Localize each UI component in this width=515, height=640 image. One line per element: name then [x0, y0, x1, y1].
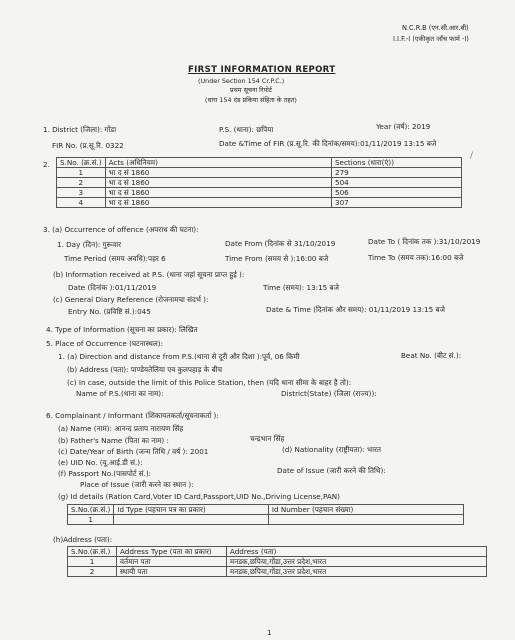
id-header-type: Id Type (पहचान पत्र का प्रकार) [114, 505, 269, 515]
address-sno: 1 [68, 557, 117, 567]
table-row [68, 567, 487, 577]
table-row [68, 557, 487, 567]
information-type: 4. Type of Information (सूचना का प्रकार): लिखित [46, 325, 198, 334]
occurrence-day: 1. Day (दिन): गुरूवार [57, 240, 122, 249]
occurrence-date-to: Date To ( दिनांक तक ):31/10/2019 [368, 237, 481, 246]
id-table [67, 504, 464, 525]
table-row [57, 178, 462, 188]
occurrence-time-period: Time Period (समय अवधि):पहर 6 [64, 254, 166, 263]
passport-number: (f) Passport No.(पासपोर्ट सं.): [58, 469, 152, 478]
year: Year (वर्ष): 2019 [376, 122, 431, 131]
uid-number: (e) UID No. (यू.आई.डी सं.): [58, 458, 143, 467]
acts-act: भा द सं 1860 [105, 188, 331, 198]
occurrence-time-to: Time To (समय तक):16:00 बजे [368, 253, 464, 262]
section-2-number: 2. [43, 160, 50, 169]
acts-act: भा द सं 1860 [105, 198, 331, 208]
address-heading: (h)Address (पता): [53, 535, 113, 544]
page-number: 1 [267, 628, 272, 637]
outside-limit: (c) In case, outside the limit of this Police Station, then (यदि थाना सीमा के बाहर है तो): [67, 378, 352, 387]
pen-mark: / [470, 151, 474, 161]
page-title: FIRST INFORMATION REPORT [188, 65, 336, 75]
complainant-name: (a) Name (नाम): आनन्द प्रताप नारायण सिंह [58, 424, 184, 433]
father-name-value: चन्द्रभान सिंह [250, 434, 285, 443]
address-header-row [68, 547, 487, 557]
date-of-issue: Date of Issue (जारी करने की तिथि): [277, 466, 386, 475]
id-number [268, 515, 463, 525]
table-row [68, 515, 464, 525]
id-details-heading: (g) Id details (Ration Card,Voter ID Card,Passport,UID No.,Driving License,PAN) [58, 492, 340, 501]
acts-section: 279 [332, 168, 462, 178]
outside-district: District(State) (जिला (राज्य)): [281, 389, 377, 398]
occurrence-time-from: Time From (समय से ):16:00 बजे [225, 254, 329, 263]
table-row [57, 188, 462, 198]
district: 1. District (जिला): गोंडा [43, 125, 117, 134]
id-header-row [68, 505, 464, 515]
id-sno: 1 [68, 515, 114, 525]
general-diary-heading: (c) General Diary Reference (रोजनामचा संदर्भ ): [53, 295, 209, 304]
acts-section: 506 [332, 188, 462, 198]
acts-sno: 1 [57, 168, 106, 178]
info-received-heading: (b) Information received at P.S. (थाना जहां सूचना प्राप्त हुई ): [53, 270, 245, 279]
ncrb-label: N.C.R.B (एन.सी.आर.बी) [402, 24, 469, 32]
id-header-sno: S.No.(क्र.सं.) [68, 505, 114, 515]
address-header-type: Address Type (पता का प्रकार) [116, 547, 226, 557]
acts-header-acts: Acts (अधिनियम) [105, 158, 331, 168]
acts-header-sections: Sections (धारा(एं)) [332, 158, 462, 168]
address-table [67, 546, 487, 577]
address-sno: 2 [68, 567, 117, 577]
birth-year: (c) Date/Year of Birth (जन्म तिथि / वर्ष ): 2001 [58, 447, 209, 456]
acts-header-row [57, 158, 462, 168]
id-type [114, 515, 269, 525]
acts-act: भा द सं 1860 [105, 168, 331, 178]
place-address: (b) Address (पता): पाण्डेयतेलिया एव कुलपहाड़ के बीच [67, 365, 223, 374]
occurrence-date-from: Date From (दिनांक से 31/10/2019 [225, 239, 336, 248]
complainant-heading: 6. Complainant / Informant (शिकायतकर्ता/सूचनाकर्ता ): [46, 411, 219, 420]
table-row [57, 168, 462, 178]
acts-section: 504 [332, 178, 462, 188]
address-value: मनडक,छपिया,गोंडा,उत्तर प्रदेश,भारत [226, 567, 486, 577]
place-heading: 5. Place of Occurrence (घटनास्थल): [46, 339, 163, 348]
police-station: P.S. (थाना): छपिया [219, 125, 274, 134]
place-direction: 1. (a) Direction and distance from P.S.(थाना से दूरी और दिशा ):पूर्व, 06 किमी [58, 352, 300, 361]
address-header-sno: S.No.(क्र.सं.) [68, 547, 117, 557]
address-header-address: Address (पता) [226, 547, 486, 557]
beat-number: Beat No. (बीट सं.): [401, 351, 462, 360]
nationality: (d) Nationality (राष्ट्रीयता): भारत [282, 445, 382, 454]
address-value: मनडक,छपिया,गोंडा,उत्तर प्रदेश,भारत [226, 557, 486, 567]
acts-sno: 3 [57, 188, 106, 198]
acts-sno: 2 [57, 178, 106, 188]
info-received-date: Date (दिनांक ):01/11/2019 [68, 283, 157, 292]
under-section: (Under Section 154 Cr.P.C.) [198, 77, 285, 85]
acts-table [56, 157, 462, 208]
table-row [57, 198, 462, 208]
general-diary-datetime: Date & Time (दिनांक और समय): 01/11/2019 13:15 बजे [266, 305, 445, 314]
fir-number: FIR No. (प्र.सू.रि. 0322 [52, 141, 124, 150]
fir-datetime: Date &Time of FIR (प्र.सू.रि. की दिनांक/समय):01/11/2019 13:15 बजे [219, 139, 437, 148]
father-name-label: (b) Father's Name (पिता का नाम) : [58, 436, 169, 445]
address-type: वर्तमान पता [116, 557, 226, 567]
acts-sno: 4 [57, 198, 106, 208]
outside-ps-name: Name of P.S.(थाना का नाम): [76, 389, 164, 398]
acts-act: भा द सं 1860 [105, 178, 331, 188]
hindi-subtitle: (धारा 154 दंड प्रकिया संहिता के तहत) [205, 96, 297, 104]
acts-section: 307 [332, 198, 462, 208]
general-diary-entry: Entry No. (प्रविष्टि सं.):045 [68, 307, 151, 316]
acts-header-sno: S.No. (क्र.सं.) [57, 158, 106, 168]
occurrence-heading: 3. (a) Occurrence of offence (अपराध की घटना): [43, 225, 199, 234]
iif-label: I.I.F.-I (एकीकृत जाँच फार्म -I) [393, 35, 469, 43]
address-type: स्थायी पता [116, 567, 226, 577]
hindi-title: प्रथम सूचना रिपोर्ट [230, 86, 272, 94]
place-of-issue: Place of Issue (जारी करने का स्थान ): [80, 480, 194, 489]
id-header-number: Id Number (पहचान संख्या) [268, 505, 463, 515]
info-received-time: Time (समय): 13:15 बजे [263, 283, 339, 292]
